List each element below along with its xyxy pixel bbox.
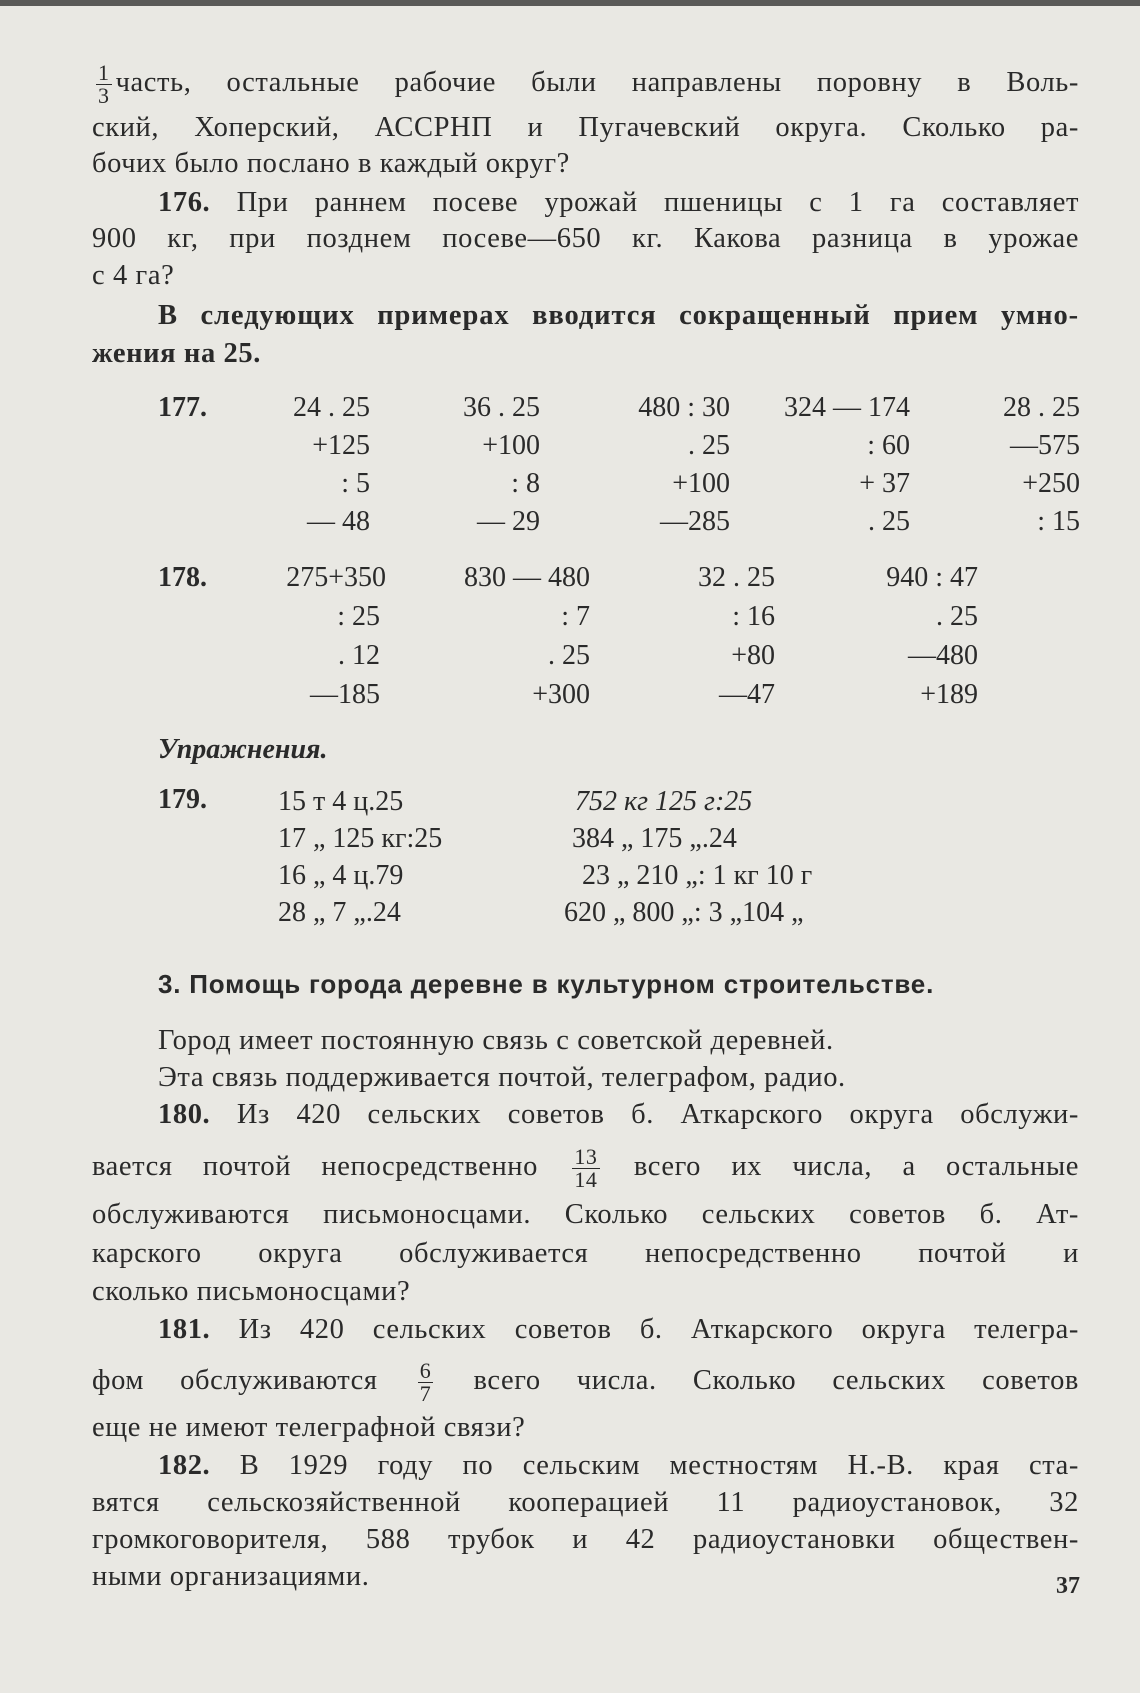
p177-c3-r3: . 25 bbox=[868, 506, 910, 537]
problem-180-line2: вается почтой непосредственно $\frac{13}{14}$ всего их числа, а остальные bbox=[92, 1144, 1079, 1192]
p177-c0-r1: +125 bbox=[312, 430, 370, 461]
fraction-13-14: $\frac{13}{14}$ bbox=[574, 1144, 598, 1192]
p177-c4-r0: 28 . 25 bbox=[1003, 392, 1080, 423]
para0-line2: ский, Хоперский, АССРНП и Пугачевский округа. Сколько ра- bbox=[92, 112, 1079, 143]
p178-c0-r0: 275+350 bbox=[286, 562, 386, 593]
p178-c3-r2: —480 bbox=[908, 640, 978, 671]
p178-c3-r0: 940 : 47 bbox=[886, 562, 978, 593]
problem-178-label: 178. bbox=[158, 562, 207, 593]
problem-182-line2: вятся сельскозяйственной кооперацией 11 радиоустановок, 32 bbox=[92, 1487, 1079, 1518]
scan-edge bbox=[0, 0, 1140, 6]
p178-c3-r3: +189 bbox=[920, 679, 978, 710]
problem-177-label: 177. bbox=[158, 392, 207, 423]
p177-c1-r0: 36 . 25 bbox=[463, 392, 540, 423]
intro-line2: жения на 25. bbox=[92, 338, 261, 369]
p177-c2-r2: +100 bbox=[672, 468, 730, 499]
p178-c2-r2: +80 bbox=[731, 640, 775, 671]
problem-181-line1: 181. Из 420 сельских советов б. Аткарского округа телегра- bbox=[158, 1314, 1079, 1345]
ex179-right-r1: 384 „ 175 „.24 bbox=[572, 823, 737, 854]
problem-176-line1: 176. При раннем посеве урожай пшеницы с 1 га составляет bbox=[158, 187, 1079, 218]
problem-181-line3: еще не имеют телеграфной связи? bbox=[92, 1412, 526, 1443]
p177-c0-r0: 24 . 25 bbox=[293, 392, 370, 423]
problem-182-line1: 182. В 1929 году по сельским местностям Н.-В. края ста- bbox=[158, 1450, 1079, 1481]
problem-179-label: 179. bbox=[158, 784, 207, 815]
p177-c1-r2: : 8 bbox=[511, 468, 540, 499]
p178-c1-r2: . 25 bbox=[548, 640, 590, 671]
p178-c3-r1: . 25 bbox=[936, 601, 978, 632]
exercises-title: Упражнения. bbox=[158, 734, 328, 765]
problem-180-line1: 180. Из 420 сельских советов б. Аткарского округа обслужи- bbox=[158, 1099, 1079, 1130]
problem-181-line2: фом обслуживаются $\frac{6}{7}$ всего числа. Сколько сельских советов bbox=[92, 1358, 1079, 1406]
p177-c4-r1: —575 bbox=[1010, 430, 1080, 461]
intro-line1: В следующих примерах вводится сокращенный прием умно- bbox=[158, 300, 1079, 331]
para0-line3: бочих было послано в каждый округ? bbox=[92, 148, 570, 179]
city-line1: Город имеет постоянную связь с советской деревней. bbox=[158, 1025, 834, 1056]
ex179-right-r3: 620 „ 800 „: 3 „104 „ bbox=[564, 897, 804, 928]
problem-180-line5: сколько письмоносцами? bbox=[92, 1276, 411, 1307]
p177-c3-r2: + 37 bbox=[859, 468, 910, 499]
p177-c0-r3: — 48 bbox=[307, 506, 370, 537]
p178-c0-r2: . 12 bbox=[338, 640, 380, 671]
p177-c1-r1: +100 bbox=[482, 430, 540, 461]
p178-c0-r1: : 25 bbox=[337, 601, 380, 632]
city-line2: Эта связь поддерживается почтой, телеграфом, радио. bbox=[158, 1062, 846, 1093]
p177-c3-r1: : 60 bbox=[867, 430, 910, 461]
p178-c2-r3: —47 bbox=[719, 679, 775, 710]
ex179-left-r1: 17 „ 125 кг:25 bbox=[278, 823, 443, 854]
p177-c2-r1: . 25 bbox=[688, 430, 730, 461]
p178-c1-r3: +300 bbox=[532, 679, 590, 710]
section-heading: 3. Помощь города деревне в культурном строительстве. bbox=[158, 969, 935, 999]
fraction-6-7: $\frac{6}{7}$ bbox=[419, 1358, 432, 1406]
p177-c4-r3: : 15 bbox=[1037, 506, 1080, 537]
para0-line1: $\frac{1}{3}$ часть, остальные рабочие были направлены поровну в Воль- bbox=[98, 60, 1079, 108]
page-number: 37 bbox=[1056, 1573, 1080, 1599]
problem-182-line4: ными организациями. bbox=[92, 1561, 370, 1592]
p177-c2-r3: —285 bbox=[660, 506, 730, 537]
p178-c1-r0: 830 — 480 bbox=[464, 562, 590, 593]
problem-180-line3: обслуживаются письмоносцами. Сколько сельских советов б. Ат- bbox=[92, 1199, 1079, 1230]
problem-176-line3: с 4 га? bbox=[92, 260, 175, 291]
fraction-one-third: $\frac{1}{3}$ bbox=[98, 60, 110, 108]
p177-c0-r2: : 5 bbox=[341, 468, 370, 499]
p177-c1-r3: — 29 bbox=[477, 506, 540, 537]
problem-182-line3: громкоговорителя, 588 трубок и 42 радиоустановки обществен- bbox=[92, 1524, 1079, 1555]
problem-180-line4: карского округа обслуживается непосредственно почтой и bbox=[92, 1238, 1079, 1269]
p178-c1-r1: : 7 bbox=[561, 601, 590, 632]
p177-c4-r2: +250 bbox=[1022, 468, 1080, 499]
ex179-right-r0: 752 кг 125 г:25 bbox=[575, 786, 753, 817]
p177-c3-r0: 324 — 174 bbox=[784, 392, 910, 423]
p178-c2-r1: : 16 bbox=[732, 601, 775, 632]
ex179-left-r3: 28 „ 7 „.24 bbox=[278, 897, 401, 928]
ex179-left-r2: 16 „ 4 ц.79 bbox=[278, 860, 404, 891]
ex179-left-r0: 15 т 4 ц.25 bbox=[278, 786, 404, 817]
p177-c2-r0: 480 : 30 bbox=[638, 392, 730, 423]
ex179-right-r2: 23 „ 210 „: 1 кг 10 г bbox=[582, 860, 813, 891]
p178-c2-r0: 32 . 25 bbox=[698, 562, 775, 593]
problem-176-line2: 900 кг, при позднем посеве—650 кг. Какова разница в урожае bbox=[92, 223, 1079, 254]
p178-c0-r3: —185 bbox=[310, 679, 380, 710]
